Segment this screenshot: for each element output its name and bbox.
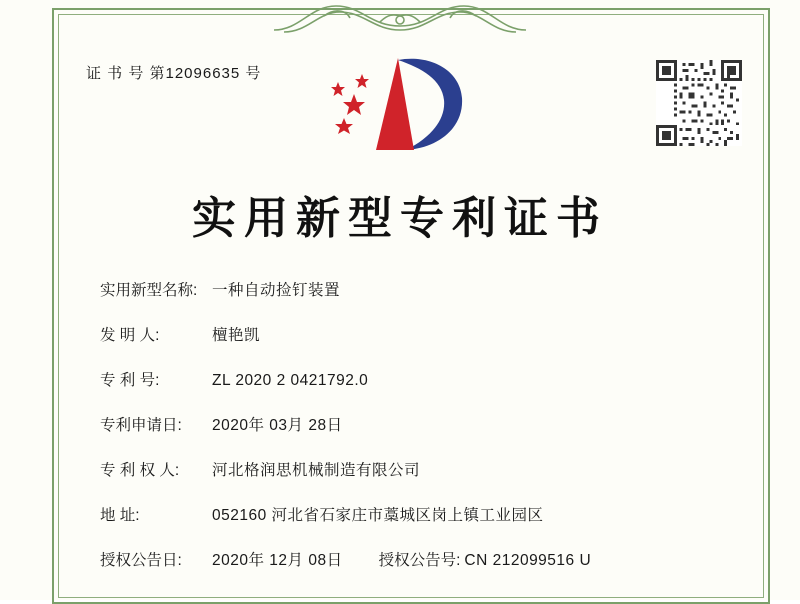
patent-office-emblem-icon: [310, 52, 490, 162]
field-value-application-date: 2020年 03月 28日: [212, 417, 343, 434]
field-row-inventor: [100, 323, 730, 345]
field-row-application-date: [100, 413, 730, 435]
field-value-grant-number: CN 212099516 U: [464, 552, 592, 569]
field-label-grant-number: 授权公告号:: [378, 552, 461, 569]
field-row-patent-number: [100, 368, 730, 390]
grant-number-group: [379, 548, 592, 570]
field-label-grant-date: 授权公告日:: [100, 552, 182, 569]
field-value-utility-model-name: 一种自动捡钉装置: [212, 282, 341, 299]
field-row-patentee: [100, 458, 730, 480]
page-title: 实用新型专利证书: [192, 193, 608, 244]
field-row-name: [100, 278, 730, 300]
field-value-patent-number: ZL 2020 2 0421792.0: [212, 372, 369, 389]
field-value-patentee: 河北格润思机械制造有限公司: [212, 462, 421, 479]
field-value-address: 052160 河北省石家庄市藁城区岗上镇工业园区: [212, 507, 544, 524]
certificate-fields: [100, 278, 730, 570]
field-label-inventor: 发 明 人:: [100, 327, 160, 344]
certificate-number: 证 书 号 第12096635 号: [86, 65, 262, 82]
field-label-address: 地 址:: [100, 507, 140, 524]
field-label-utility-model-name: 实用新型名称:: [100, 282, 198, 299]
field-row-grant: [100, 548, 730, 570]
field-value-grant-date: 2020年 12月 08日: [212, 552, 343, 569]
field-row-address: [100, 503, 730, 525]
qr-code-icon: [656, 60, 742, 146]
field-label-patentee: 专 利 权 人:: [100, 462, 180, 479]
field-label-patent-number: 专 利 号:: [100, 372, 160, 389]
field-value-inventor: 檀艳凯: [212, 327, 261, 344]
field-label-application-date: 专利申请日:: [100, 417, 182, 434]
